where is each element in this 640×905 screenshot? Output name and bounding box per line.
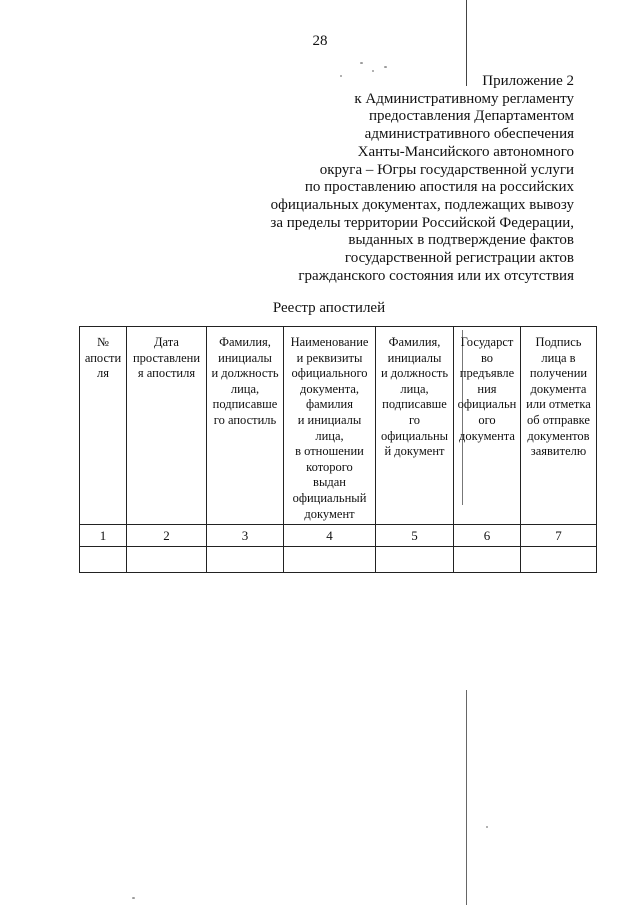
scan-line-artifact xyxy=(466,690,467,905)
header-cell-date xyxy=(127,327,207,525)
header-cell-receipt-signature xyxy=(521,327,597,525)
appendix-line: по проставлению апостиля на российских xyxy=(304,179,574,196)
header-cell-line: подписавше xyxy=(212,397,278,412)
header-cell-line: предъявле xyxy=(459,366,515,381)
header-cell-line: документа xyxy=(530,381,587,396)
header-cell-line: Фамилия, xyxy=(388,335,441,349)
header-cell-line: инициалы xyxy=(218,350,272,365)
header-cell-document xyxy=(284,327,376,525)
header-cell-line: документов xyxy=(527,428,590,443)
header-cell-line: ля xyxy=(97,366,109,381)
header-cell-line: официального xyxy=(291,366,368,381)
header-cell-line: документа xyxy=(459,428,515,443)
header-cell-line: апости xyxy=(84,350,122,365)
table-empty-row xyxy=(80,547,597,573)
column-number-cell: 1 xyxy=(80,525,127,547)
appendix-line: административного обеспечения xyxy=(364,126,574,143)
header-cell-line: Государст xyxy=(460,335,514,349)
column-number-cell: 7 xyxy=(521,525,597,547)
table-column-numbers-row xyxy=(80,525,597,547)
header-cell-line: и должность xyxy=(211,366,279,381)
header-cell-line: об отправке xyxy=(527,412,590,427)
empty-cell xyxy=(284,547,376,573)
header-cell-line: официальн xyxy=(457,397,517,412)
scan-speck xyxy=(372,70,374,72)
header-cell-line: ого xyxy=(478,412,496,427)
header-cell-line: документа, xyxy=(299,381,360,396)
appendix-line: официальных документах, подлежащих вывозу xyxy=(270,196,574,213)
scan-speck xyxy=(486,826,488,828)
header-cell-line: Наименование xyxy=(290,335,369,349)
column-number-cell: 4 xyxy=(284,525,376,547)
scan-speck xyxy=(132,897,135,899)
header-cell-state xyxy=(454,327,521,525)
header-cell-line: лица, xyxy=(315,428,344,443)
registry-table xyxy=(79,326,597,573)
header-cell-line: лица, xyxy=(230,381,260,396)
empty-cell xyxy=(80,547,127,573)
header-cell-line: в отношении xyxy=(295,444,364,459)
header-cell-line: Дата xyxy=(154,335,179,349)
registry-title: Реестр апостилей xyxy=(272,300,386,316)
header-cell-line: официальный xyxy=(292,490,367,505)
header-cell-line: или отметка xyxy=(526,397,591,412)
header-cell-line: и инициалы xyxy=(297,412,362,427)
header-cell-line: го апостиль xyxy=(213,412,277,427)
appendix-line: Ханты-Мансийского автономного xyxy=(357,143,574,160)
column-number-cell: 3 xyxy=(207,525,284,547)
empty-cell xyxy=(521,547,597,573)
header-cell-number xyxy=(80,327,127,525)
scan-speck xyxy=(384,66,387,68)
column-number-cell: 5 xyxy=(376,525,454,547)
appendix-line: государственной регистрации актов xyxy=(344,250,574,267)
header-cell-line: я апостиля xyxy=(137,366,196,381)
header-cell-line: го xyxy=(408,412,421,427)
column-number-cell: 6 xyxy=(454,525,521,547)
empty-cell xyxy=(127,547,207,573)
appendix-line: предоставления Департаментом xyxy=(369,108,574,125)
empty-cell xyxy=(376,547,454,573)
header-cell-line: и реквизиты xyxy=(296,350,363,365)
header-cell-line: заявителю xyxy=(530,444,587,459)
header-cell-line: Подпись xyxy=(535,335,582,349)
empty-cell xyxy=(207,547,284,573)
header-cell-line: проставлени xyxy=(132,350,201,365)
header-cell-line: которого xyxy=(306,459,353,474)
appendix-line: округа – Югры государственной услуги xyxy=(319,161,574,178)
appendix-line: за пределы территории Российской Федерации, xyxy=(270,214,574,231)
header-cell-document-signer xyxy=(376,327,454,525)
header-cell-signer xyxy=(207,327,284,525)
header-cell-line: Фамилия, xyxy=(219,335,271,349)
header-cell-line: ния xyxy=(477,381,497,396)
appendix-line: выданных в подтверждение фактов xyxy=(348,232,574,249)
header-cell-line: лица в xyxy=(541,350,576,365)
column-number-cell: 2 xyxy=(127,525,207,547)
page-number: 28 xyxy=(312,33,328,49)
header-cell-line: й документ xyxy=(384,444,445,459)
appendix-line: к Административному регламенту xyxy=(354,90,574,107)
header-cell-line: подписавше xyxy=(382,397,447,412)
appendix-line: Приложение 2 xyxy=(482,73,574,89)
table-header-row xyxy=(80,327,597,525)
scan-speck xyxy=(360,62,363,64)
empty-cell xyxy=(454,547,521,573)
header-cell-line: во xyxy=(480,350,494,365)
header-cell-line: и должность xyxy=(380,366,449,381)
header-cell-line: документ xyxy=(304,506,355,521)
header-cell-line: фамилия xyxy=(306,397,353,412)
header-cell-line: выдан xyxy=(313,475,346,490)
appendix-line: гражданского состояния или их отсутствия xyxy=(298,267,574,284)
header-cell-line: № xyxy=(97,335,109,349)
header-cell-line: лица, xyxy=(400,381,429,396)
appendix-heading xyxy=(194,73,574,285)
header-cell-line: получении xyxy=(529,366,588,381)
header-cell-line: официальны xyxy=(380,428,449,443)
header-cell-line: инициалы xyxy=(387,350,442,365)
